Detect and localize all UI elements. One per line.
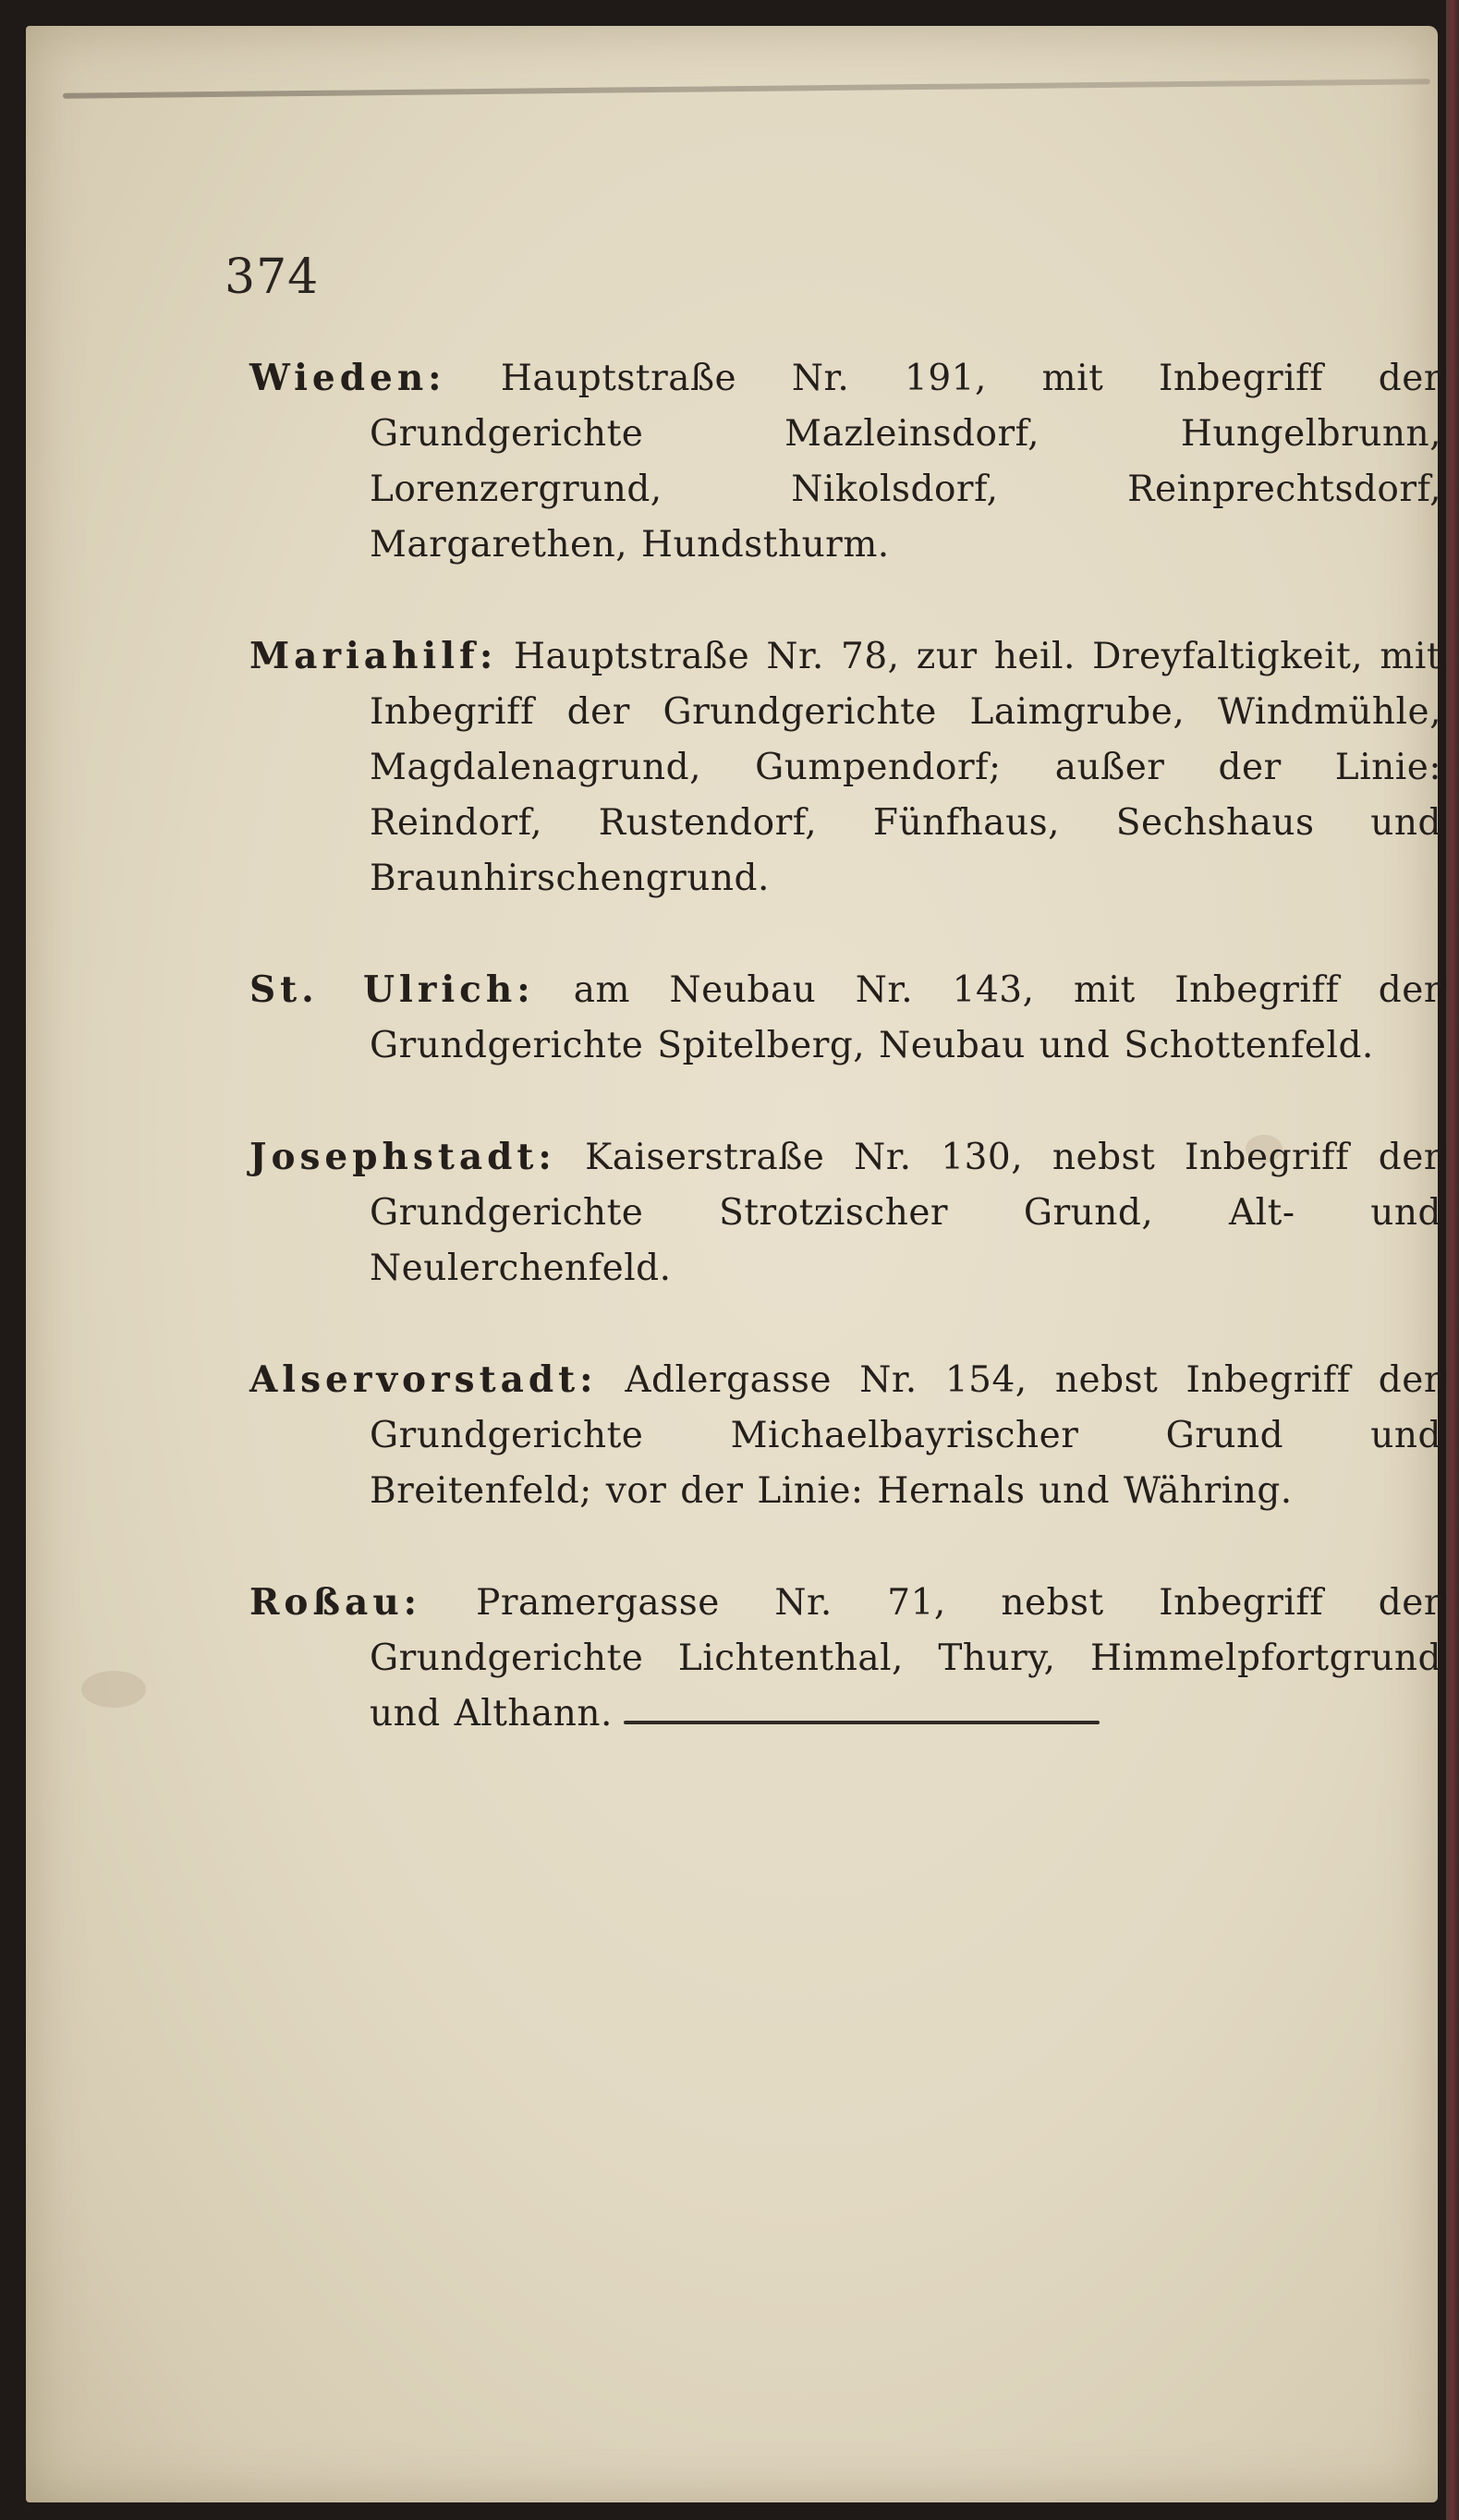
district-description: Hauptstraße Nr. 78, zur heil. Dreyfaltigkeit, mit Inbegriff der Grundgerichte Laimgrube, Windmühle, Magdalenagrund, Gumpendorf; außer der Linie: Reindorf, Rustendorf, Fünfhaus, Sechshaus und Braunhirschengrund. [370, 636, 1441, 899]
district-name: St. Ulrich: [249, 968, 535, 1011]
paper-stain [81, 1671, 146, 1708]
district-list [249, 314, 1441, 1797]
district-description: Hauptstraße Nr. 191, mit Inbegriff der Grundgerichte Mazleinsdorf, Hungelbrunn, Lorenzergrund, Nikolsdorf, Reinprechtsdorf, Margarethen, Hundsthurm. [370, 358, 1441, 566]
district-description: Pramergasse Nr. 71, nebst Inbegriff der Grundgerichte Lichtenthal, Thury, Himmelpfortgrund und Althann. [370, 1582, 1441, 1735]
district-name: Wieden: [249, 357, 446, 399]
district-name: Alservorstadt: [249, 1358, 598, 1401]
district-entry-st-ulrich [249, 962, 1441, 1074]
district-description: Kaiserstraße Nr. 130, nebst Inbegriff der Grundgerichte Strotzischer Grund, Alt- und Neulerchenfeld. [370, 1137, 1441, 1289]
page-number: 374 [225, 250, 320, 305]
district-entry-rossau [249, 1575, 1441, 1742]
district-description: Adlergasse Nr. 154, nebst Inbegriff der Grundgerichte Michaelbayrischer Grund und Breitenfeld; vor der Linie: Hernals und Währing. [370, 1359, 1441, 1512]
district-name: Roßau: [249, 1581, 422, 1624]
district-entry-alservorstadt [249, 1352, 1441, 1519]
section-divider-rule [624, 1721, 1100, 1724]
district-entry-mariahilf [249, 628, 1441, 907]
book-spine-edge [1446, 0, 1459, 2520]
district-name: Josephstadt: [249, 1136, 556, 1178]
district-description: am Neubau Nr. 143, mit Inbegriff der Grundgerichte Spitelberg, Neubau und Schottenfeld. [370, 969, 1441, 1066]
district-entry-josephstadt [249, 1129, 1441, 1297]
district-entry-wieden [249, 350, 1441, 573]
district-name: Mariahilf: [249, 635, 498, 677]
